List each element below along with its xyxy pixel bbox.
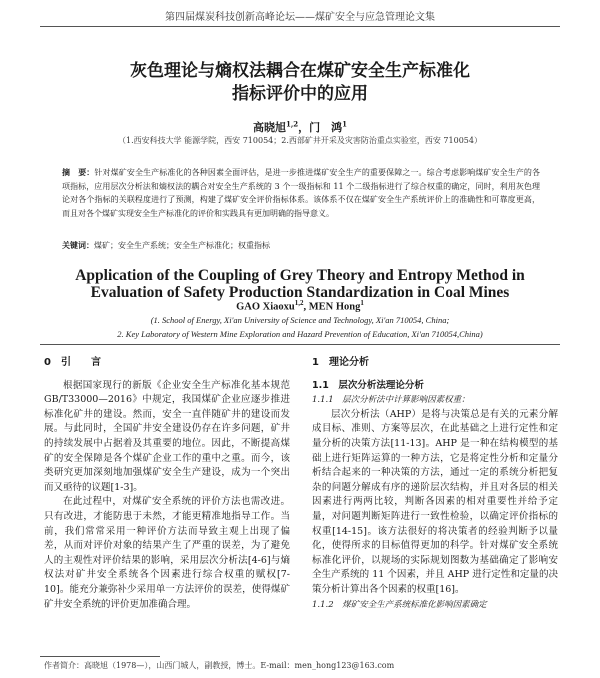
section-1-1-heading: 1.1 层次分析法理论分析 <box>312 379 424 391</box>
header-rule <box>40 26 560 27</box>
section-rule <box>40 344 560 345</box>
author-1-affil-mark: 1,2 <box>285 119 299 129</box>
footnote-rule <box>40 656 160 657</box>
author-1-name: 高晓旭 <box>252 121 286 134</box>
english-title-line-2: Evaluation of Safety Production Standardization in Coal Mines <box>90 284 510 301</box>
english-affiliation <box>40 313 560 341</box>
keywords-label: 关键词： <box>62 241 94 250</box>
ahp-paragraph: 层次分析法（AHP）是将与决策总是有关的元素分解成目标、准则、方案等层次，在此基础之上进行定性和定量分析的决策方法[11-13]。AHP 是一种在结构模型的基础上进行矩阵运算的一种方法，它是将定性分析和定量分析结合起来的一种决策的方法，通过一定的系统分析把复杂的问题分解成有序的递阶层次结构，并且对各层的相关因素进行两两比较，判断各因素的相对重要性并给予定量，对问题判断矩阵进行一致性检验，以确定评价指标的权重[14-15]。该方法很好的将决策者的经验判断予以量化，使得所求的目标值得更加的科学。针对煤矿安全系统标准化评价，以规场的实际规划图数为基础确定了影响安全生产系统的 11 个因素，并且 AHP 进行定性和定量的决策分析计算出各个因素的权重[16]。 <box>312 408 558 595</box>
chinese-title-line-2: 指标评价中的应用 <box>232 84 368 104</box>
english-author-1: GAO Xiaoxu <box>236 301 295 313</box>
chinese-title-line-1: 灰色理论与熵权法耦合在煤矿安全生产标准化 <box>130 61 470 81</box>
english-author-2: , MEN Hong <box>303 301 361 313</box>
section-1-1-2-heading: 1.1.2 煤矿安全生产系统标准化影响因素确定 <box>312 599 487 610</box>
abstract-text: 针对煤矿安全生产标准化的各种因素全面评估，是进一步推进煤矿安全生产的重要保障之一。综合考虑影响煤矿安全生产的各项指标，应用层次分析法和熵权法的耦合对安全生产系统的 3 个一级指标和 11 个二级指标进行了综合权重的确定，同时，利用灰色理论对各个指标的关联程度进行了预测，构建了煤矿安全评价指标体系。该体系不仅在煤矿安全生产系统评价上的准确性和可靠度更高，而且对各个煤矿实现安全生产标准化的评价和实践具有更加明确的指导意义。 <box>62 168 541 218</box>
english-title <box>40 267 560 301</box>
abstract-label: 摘 要： <box>62 168 95 177</box>
english-author-1-mark: 1,2 <box>294 299 304 307</box>
right-column <box>312 356 558 612</box>
intro-paragraph-2: 在此过程中，对煤矿安全系统的评价方法也需改进。只有改进，才能防患于未然，才能更精准地指导工作。当前，我们常常采用一种评价方法而导致主观上出现了偏差，从而对评价对象的结果产生了严重的误差，为了避免人的主观性对评价结果的影响，采用层次分析法[4-6]与熵权法对矿井安全系统各个因素进行综合权重的赋权[7-10]。能充分兼弥补少采用单一方法评价的误差，使得煤矿矿井安全系统的评价更加准确合理。 <box>44 496 290 610</box>
left-column <box>44 356 290 612</box>
author-2-name: ，门 鸿 <box>298 121 343 134</box>
running-head: 第四届煤炭科技创新高峰论坛——煤矿安全与应急管理论文集 <box>165 12 435 23</box>
chinese-authors <box>40 119 560 135</box>
keywords-text: 煤矿；安全生产系统；安全生产标准化；权重指标 <box>94 241 270 250</box>
chinese-keywords <box>62 240 540 251</box>
english-affiliation-line-1: (1. School of Energy, Xi'an University of Science and Technology, Xi'an 710054, China; <box>150 315 450 325</box>
section-1-1-1-heading: 1.1.1 层次分析法中计算影响因素权重： <box>312 395 470 406</box>
english-authors <box>40 299 560 313</box>
chinese-title <box>40 60 560 106</box>
author-2-affil-mark: 1 <box>342 119 348 129</box>
english-title-line-1: Application of the Coupling of Grey Theory and Entropy Method in <box>75 267 525 284</box>
english-affiliation-line-2: 2. Key Laboratory of Western Mine Exploration and Hazard Prevention of Education, Xi'an 710054,China) <box>117 329 483 339</box>
section-1-heading: 1 理论分析 <box>312 357 369 368</box>
english-author-2-mark: 1 <box>360 299 364 307</box>
author-footnote: 作者简介：高晓旭（1978—），山西门城人，副教授，博士。E-mail：men_hong123@163.com <box>44 661 395 670</box>
section-0-heading: 0 引 言 <box>44 357 101 368</box>
chinese-affiliation: （1.西安科技大学 能源学院，西安 710054；2.西部矿井开采及灾害防治重点实验室，西安 710054） <box>118 136 482 145</box>
intro-paragraph-1: 根据国家现行的新版《企业安全生产标准化基本规范 GB/T33000—2016》中规定，我国煤矿企业应逐步推进标准化矿井的建设。然而，安全一直伴随矿井的建设而发展。与此同时，全国矿井安全建设仍存在许多问题，矿井的持续发展中占据着及其重要的地位。因此，不断提高煤矿的安全保障是各个煤矿企业工作的重中之重。而今，该类研究更加深刻地加强煤矿安全生产建设，成为一个突出而又亟待的议题[1-3]。 <box>44 379 290 493</box>
chinese-abstract <box>62 166 540 220</box>
